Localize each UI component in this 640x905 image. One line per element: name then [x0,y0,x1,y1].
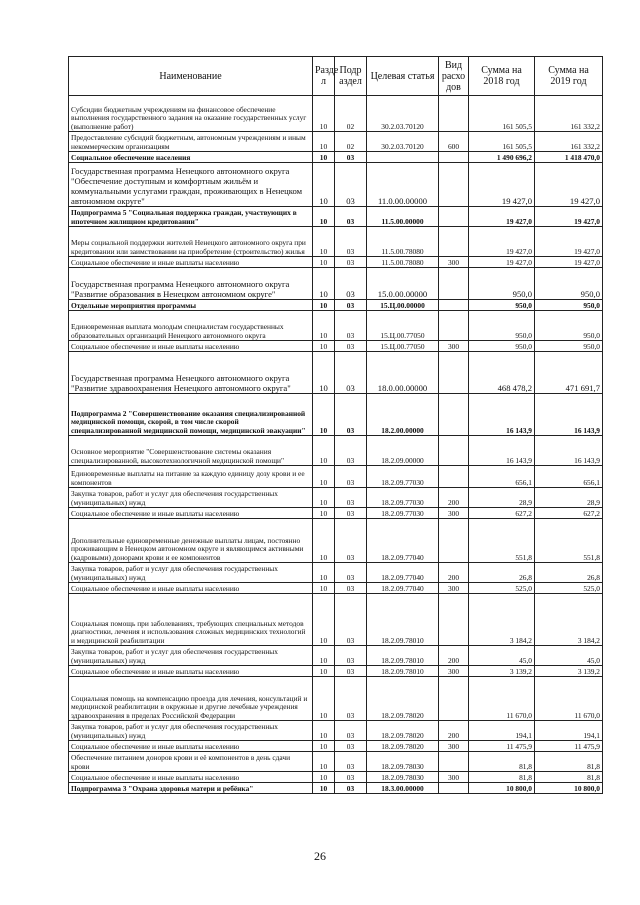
table-row [69,436,603,466]
cell-sum-2018: 81,8 [469,772,535,783]
cell-vid [439,519,469,563]
cell-vid [439,466,469,488]
cell-statya: 11.5.00.00000 [367,207,439,227]
cell-name: Подпрограмма 2 "Совершенствование оказания специализированной медицинской помощи, скорой, в том числе скорой специализированной медицинской помощи, медицинской эвакуации" [69,394,313,436]
cell-sum-2019: 10 800,0 [535,783,603,794]
cell-vid [439,96,469,132]
table-row [69,96,603,132]
cell-sum-2018: 11 475,9 [469,741,535,752]
cell-sum-2018: 19 427,0 [469,257,535,268]
table-row [69,132,603,152]
cell-name: Государственная программа Ненецкого автономного округа "Развитие образования в Ненецком автономном округе" [69,268,313,300]
cell-razdel: 10 [313,466,335,488]
cell-razdel: 10 [313,508,335,519]
col-header-name: Наименование [69,57,313,96]
cell-statya: 15.Ц.00.77050 [367,311,439,341]
cell-razdel: 10 [313,207,335,227]
cell-sum-2018: 16 143,9 [469,394,535,436]
cell-razdel: 10 [313,257,335,268]
cell-sum-2018: 656,1 [469,466,535,488]
cell-razdel: 10 [313,300,335,311]
cell-podrazdel: 03 [335,268,367,300]
cell-sum-2019: 950,0 [535,300,603,311]
cell-name: Закупка товаров, работ и услуг для обеспечения государственных (муниципальных) нужд [69,646,313,666]
cell-vid: 300 [439,666,469,677]
col-header-2019: Сумма на 2019 год [535,57,603,96]
cell-name: Единовременные выплаты на питание за каждую единицу дозу крови и ее компонентов [69,466,313,488]
cell-statya: 18.2.09.78010 [367,594,439,646]
cell-razdel: 10 [313,96,335,132]
cell-name: Подпрограмма 3 "Охрана здоровья матери и ребёнка" [69,783,313,794]
cell-podrazdel: 03 [335,227,367,257]
cell-podrazdel: 03 [335,152,367,163]
cell-razdel: 10 [313,772,335,783]
cell-sum-2019: 19 427,0 [535,227,603,257]
cell-name: Социальное обеспечение и иные выплаты населению [69,257,313,268]
cell-podrazdel: 03 [335,341,367,352]
table-row [69,207,603,227]
col-header-vid: Вид расхо дов [439,57,469,96]
cell-sum-2018: 19 427,0 [469,207,535,227]
cell-sum-2019: 16 143,9 [535,436,603,466]
cell-sum-2019: 950,0 [535,311,603,341]
cell-vid [439,311,469,341]
cell-sum-2019: 656,1 [535,466,603,488]
cell-razdel: 10 [313,752,335,772]
cell-statya [367,152,439,163]
cell-sum-2018: 11 670,0 [469,677,535,721]
cell-podrazdel: 03 [335,519,367,563]
cell-vid [439,677,469,721]
cell-sum-2019: 19 427,0 [535,207,603,227]
cell-sum-2019: 471 691,7 [535,352,603,394]
cell-name: Закупка товаров, работ и услуг для обеспечения государственных (муниципальных) нужд [69,563,313,583]
cell-podrazdel: 02 [335,132,367,152]
cell-razdel: 10 [313,783,335,794]
cell-statya: 18.2.09.78020 [367,721,439,741]
table-row [69,646,603,666]
table-row [69,394,603,436]
cell-statya: 11.5.00.78080 [367,227,439,257]
cell-vid: 200 [439,488,469,508]
cell-name: Социальное обеспечение и иные выплаты населению [69,666,313,677]
cell-name: Единовременная выплата молодым специалистам государственных образовательных организаций Ненецкого автономного округа [69,311,313,341]
cell-vid: 300 [439,508,469,519]
cell-vid: 300 [439,341,469,352]
cell-podrazdel: 03 [335,666,367,677]
table-row [69,257,603,268]
cell-podrazdel: 03 [335,583,367,594]
cell-podrazdel: 03 [335,508,367,519]
cell-vid: 300 [439,583,469,594]
table-body [69,96,603,794]
cell-podrazdel: 03 [335,721,367,741]
cell-podrazdel: 03 [335,741,367,752]
cell-statya: 11.5.00.78080 [367,257,439,268]
table-row [69,300,603,311]
table-row [69,721,603,741]
table-row [69,594,603,646]
table-row [69,352,603,394]
cell-podrazdel: 03 [335,394,367,436]
cell-razdel: 10 [313,436,335,466]
cell-sum-2018: 28,9 [469,488,535,508]
cell-vid: 200 [439,646,469,666]
cell-statya: 15.Ц.00.00000 [367,300,439,311]
cell-podrazdel: 03 [335,163,367,207]
cell-statya: 18.2.09.78030 [367,772,439,783]
cell-name: Социальное обеспечение и иные выплаты населению [69,583,313,594]
cell-sum-2018: 627,2 [469,508,535,519]
cell-sum-2019: 3 139,2 [535,666,603,677]
cell-sum-2019: 19 427,0 [535,257,603,268]
cell-sum-2018: 950,0 [469,341,535,352]
cell-sum-2018: 16 143,9 [469,436,535,466]
cell-sum-2018: 525,0 [469,583,535,594]
cell-razdel: 10 [313,646,335,666]
cell-razdel: 10 [313,666,335,677]
cell-sum-2019: 11 670,0 [535,677,603,721]
header-row [69,57,603,96]
cell-sum-2018: 194,1 [469,721,535,741]
cell-sum-2019: 161 332,2 [535,96,603,132]
cell-name: Социальное обеспечение и иные выплаты населению [69,772,313,783]
cell-name: Закупка товаров, работ и услуг для обеспечения государственных (муниципальных) нужд [69,488,313,508]
table-row [69,519,603,563]
cell-name: Субсидии бюджетным учреждениям на финансовое обеспечение выполнения государственного задания на оказание государственных услуг (выполнение работ) [69,96,313,132]
cell-vid: 200 [439,721,469,741]
cell-statya: 18.2.09.77040 [367,519,439,563]
cell-statya: 18.2.09.77030 [367,508,439,519]
table-row [69,341,603,352]
page-number: 26 [314,849,326,863]
cell-name: Социальное обеспечение и иные выплаты населению [69,341,313,352]
cell-sum-2018: 161 505,5 [469,96,535,132]
cell-sum-2018: 10 800,0 [469,783,535,794]
col-header-statya: Целевая статья [367,57,439,96]
cell-razdel: 10 [313,721,335,741]
cell-sum-2019: 45,0 [535,646,603,666]
cell-name: Государственная программа Ненецкого автономного округа "Развитие здравоохранения Ненецкого автономного округа" [69,352,313,394]
cell-razdel: 10 [313,132,335,152]
cell-podrazdel: 03 [335,352,367,394]
cell-podrazdel: 03 [335,772,367,783]
cell-name: Закупка товаров, работ и услуг для обеспечения государственных (муниципальных) нужд [69,721,313,741]
cell-vid: 300 [439,772,469,783]
cell-statya: 18.2.09.78030 [367,752,439,772]
cell-statya: 18.2.09.78010 [367,646,439,666]
cell-statya: 15.Ц.00.77050 [367,341,439,352]
cell-statya: 18.2.09.78020 [367,677,439,721]
cell-vid [439,268,469,300]
cell-podrazdel: 03 [335,594,367,646]
cell-sum-2018: 950,0 [469,300,535,311]
cell-podrazdel: 03 [335,752,367,772]
cell-podrazdel: 03 [335,436,367,466]
cell-podrazdel: 03 [335,300,367,311]
cell-podrazdel: 03 [335,677,367,721]
cell-sum-2018: 1 490 696,2 [469,152,535,163]
cell-razdel: 10 [313,152,335,163]
cell-razdel: 10 [313,268,335,300]
cell-name: Основное мероприятие "Совершенствование системы оказания специализированной, высокотехнологичной медицинской помощи" [69,436,313,466]
cell-name: Социальная помощь на компенсацию проезда для лечения, консультаций и медицинской реабилитации в окружные и другие лечебные учреждения здравоохранения в пределах Российской Федерации [69,677,313,721]
cell-sum-2018: 161 505,5 [469,132,535,152]
cell-vid [439,227,469,257]
table-row [69,583,603,594]
cell-name: Социальное обеспечение населения [69,152,313,163]
table-row [69,677,603,721]
cell-sum-2018: 3 184,2 [469,594,535,646]
table-row [69,772,603,783]
cell-name: Меры социальной поддержки жителей Ненецкого автономного округа при кредитовании или заимствовании на приобретение (строительство) жилья [69,227,313,257]
cell-sum-2018: 950,0 [469,311,535,341]
cell-razdel: 10 [313,352,335,394]
cell-podrazdel: 03 [335,311,367,341]
cell-name: Подпрограмма 5 "Социальная поддержка граждан, участвующих в ипотечном жилищном кредитовании" [69,207,313,227]
cell-statya: 18.2.09.78010 [367,666,439,677]
cell-razdel: 10 [313,311,335,341]
cell-sum-2019: 19 427,0 [535,163,603,207]
cell-vid [439,594,469,646]
cell-statya: 18.2.00.00000 [367,394,439,436]
cell-podrazdel: 03 [335,466,367,488]
budget-table [68,56,603,794]
cell-sum-2018: 45,0 [469,646,535,666]
cell-sum-2019: 28,9 [535,488,603,508]
cell-sum-2019: 194,1 [535,721,603,741]
cell-sum-2018: 26,8 [469,563,535,583]
cell-sum-2019: 627,2 [535,508,603,519]
cell-sum-2019: 81,8 [535,752,603,772]
cell-podrazdel: 03 [335,207,367,227]
cell-statya: 18.2.09.78020 [367,741,439,752]
col-header-podrazdel: Подр аздел [335,57,367,96]
cell-statya: 18.2.09.77030 [367,488,439,508]
cell-statya: 11.0.00.00000 [367,163,439,207]
cell-razdel: 10 [313,394,335,436]
cell-sum-2019: 81,8 [535,772,603,783]
cell-podrazdel: 03 [335,488,367,508]
cell-razdel: 10 [313,163,335,207]
cell-sum-2018: 3 139,2 [469,666,535,677]
cell-statya: 30.2.03.70120 [367,132,439,152]
cell-sum-2019: 525,0 [535,583,603,594]
cell-vid [439,436,469,466]
table-row [69,311,603,341]
cell-razdel: 10 [313,741,335,752]
cell-vid: 300 [439,257,469,268]
table-row [69,783,603,794]
cell-sum-2019: 551,8 [535,519,603,563]
cell-razdel: 10 [313,519,335,563]
cell-sum-2019: 16 143,9 [535,394,603,436]
table-row [69,741,603,752]
cell-sum-2018: 950,0 [469,268,535,300]
cell-statya: 30.2.03.70120 [367,96,439,132]
cell-name: Социальное обеспечение и иные выплаты населению [69,741,313,752]
cell-vid: 200 [439,563,469,583]
cell-sum-2018: 81,8 [469,752,535,772]
cell-vid [439,163,469,207]
cell-vid [439,783,469,794]
cell-podrazdel: 03 [335,563,367,583]
cell-statya: 18.2.09.77030 [367,466,439,488]
cell-name: Отдельные мероприятия программы [69,300,313,311]
cell-statya: 18.2.09.00000 [367,436,439,466]
cell-sum-2018: 19 427,0 [469,163,535,207]
table-row [69,163,603,207]
table-row [69,466,603,488]
cell-sum-2019: 3 184,2 [535,594,603,646]
cell-razdel: 10 [313,677,335,721]
cell-sum-2019: 26,8 [535,563,603,583]
table-row [69,666,603,677]
table-row [69,268,603,300]
cell-sum-2018: 551,8 [469,519,535,563]
cell-vid: 300 [439,741,469,752]
cell-statya: 18.2.09.77040 [367,563,439,583]
cell-podrazdel: 03 [335,783,367,794]
cell-statya: 18.2.09.77040 [367,583,439,594]
cell-vid [439,152,469,163]
cell-vid [439,352,469,394]
table-row [69,152,603,163]
cell-statya: 18.3.00.00000 [367,783,439,794]
cell-name: Предоставление субсидий бюджетным, автономным учреждениям и иным некоммерческим организациям [69,132,313,152]
cell-sum-2019: 11 475,9 [535,741,603,752]
cell-name: Социальное обеспечение и иные выплаты населению [69,508,313,519]
cell-vid [439,394,469,436]
cell-sum-2018: 19 427,0 [469,227,535,257]
cell-name: Социальная помощь при заболеваниях, требующих специальных методов диагностики, лечения и использования сложных медицинских технологий и медицинской реабилитации [69,594,313,646]
cell-sum-2018: 468 478,2 [469,352,535,394]
cell-statya: 18.0.00.00000 [367,352,439,394]
cell-sum-2019: 950,0 [535,341,603,352]
cell-vid [439,207,469,227]
cell-sum-2019: 161 332,2 [535,132,603,152]
table-row [69,488,603,508]
col-header-razdel: Разде л [313,57,335,96]
cell-razdel: 10 [313,227,335,257]
cell-vid: 600 [439,132,469,152]
cell-podrazdel: 02 [335,96,367,132]
cell-podrazdel: 03 [335,646,367,666]
cell-statya: 15.0.00.00000 [367,268,439,300]
cell-vid [439,300,469,311]
cell-razdel: 10 [313,583,335,594]
cell-name: Государственная программа Ненецкого автономного округа "Обеспечение доступным и комфортным жильём и коммунальными услугами граждан, проживающих в Ненецком автономном округе" [69,163,313,207]
cell-podrazdel: 03 [335,257,367,268]
cell-razdel: 10 [313,594,335,646]
cell-vid [439,752,469,772]
table-row [69,227,603,257]
table-row [69,563,603,583]
table-row [69,752,603,772]
cell-name: Обеспечение питанием доноров крови и её компонентов в день сдачи крови [69,752,313,772]
cell-razdel: 10 [313,563,335,583]
table-row [69,508,603,519]
cell-sum-2019: 950,0 [535,268,603,300]
cell-sum-2019: 1 418 470,0 [535,152,603,163]
cell-razdel: 10 [313,341,335,352]
cell-razdel: 10 [313,488,335,508]
cell-name: Дополнительные единовременные денежные выплаты лицам, постоянно проживающим в Ненецком автономном округе и являющимся активными (кадровыми) донорами крови и ее компонентов [69,519,313,563]
col-header-2018: Сумма на 2018 год [469,57,535,96]
